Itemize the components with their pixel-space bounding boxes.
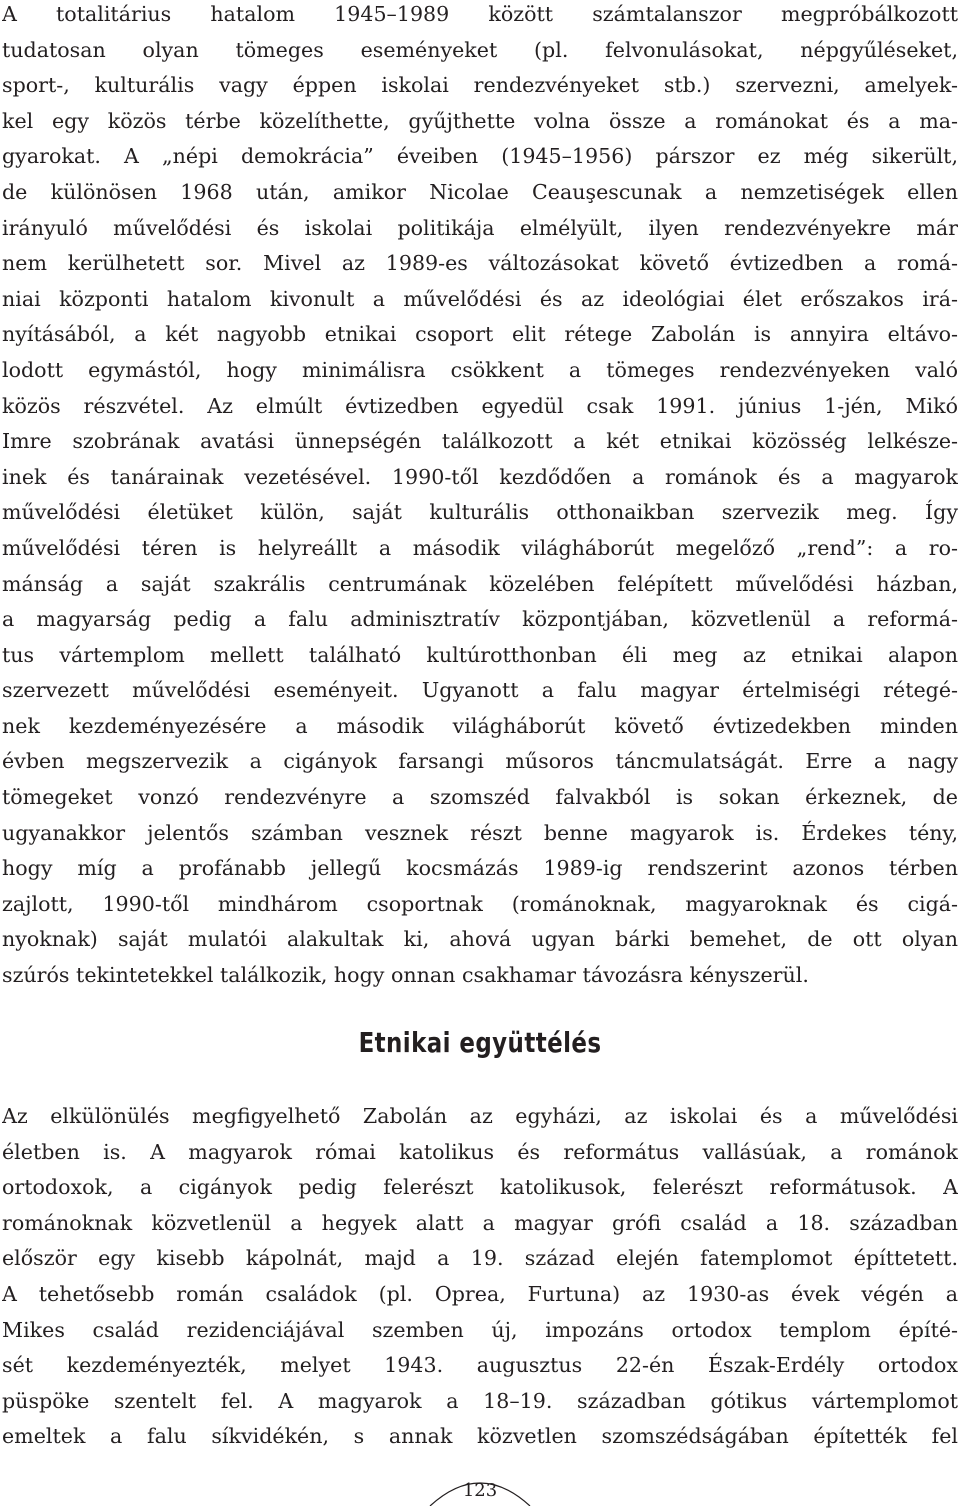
section-heading: Etnikai együttélés — [358, 1026, 602, 1059]
text-line: püspöke szentelt fel. A magyarok a 18–19. században gótikus vártemplomot — [2, 1388, 958, 1413]
text-line: a magyarság pedig a falu adminisztratív központjában, közvetlenül a reformá- — [2, 607, 958, 632]
text-line: A totalitárius hatalom 1945–1989 között számtalanszor megpróbálkozott — [2, 2, 958, 26]
text-line: nem kerülhetett sor. Mivel az 1989-es változásokat követő évtizedben a romá- — [2, 251, 958, 276]
text-line: inek és tanárainak vezetésével. 1990-től kezdődően a románok és a magyarok — [2, 464, 958, 489]
text-line: hogy míg a profánabb jellegű kocsmázás 1989-ig rendszerint azonos térben — [2, 856, 958, 881]
text-line: ortodoxok, a cigányok pedig felerészt katolikusok, felerészt reformátusok. A — [2, 1175, 958, 1200]
text-line: A tehetősebb román családok (pl. Oprea, Furtuna) az 1930-as évek végén a — [2, 1281, 958, 1306]
body-paragraph — [2, 0, 958, 994]
text-line: sét kezdeményezték, melyet 1943. augusztus 22-én Észak-Erdély ortodox — [2, 1353, 958, 1378]
body-paragraph — [2, 1099, 958, 1455]
text-line: nyoknak) saját mulatói alakultak ki, ahová ugyan bárki bemehet, de ott olyan — [2, 927, 958, 952]
page-number-badge — [420, 1468, 540, 1506]
text-line: tömegeket vonzó rendezvényre a szomszéd falvakból is sokan érkeznek, de — [2, 785, 958, 810]
text-line: de különösen 1968 után, amikor Nicolae Ceauşescunak a nemzetiségek ellen — [2, 179, 958, 204]
text-line: gyarokat. A „népi demokrácia” éveiben (1945–1956) párszor ez még sikerült, — [2, 144, 958, 169]
text-line: zajlott, 1990-től mindhárom csoportnak (románoknak, magyaroknak és cigá- — [2, 891, 958, 916]
text-line: románoknak közvetlenül a hegyek alatt a magyar grófi család a 18. században — [2, 1210, 958, 1235]
text-line: életben is. A magyarok római katolikus és református vallásúak, a románok — [2, 1139, 958, 1164]
text-line: szervezett művelődési eseményeit. Ugyanott a falu magyar értelmiségi rétegé- — [2, 678, 958, 703]
text-line: tudatosan olyan tömeges eseményeket (pl. felvonulásokat, népgyűléseket, — [2, 37, 958, 62]
text-line: emeltek a falu síkvidékén, s annak közvetlen szomszédságában építették fel — [2, 1424, 958, 1449]
page-number: 123 — [462, 1480, 498, 1501]
text-line: Az elkülönülés megfigyelhető Zabolán az egyházi, az iskolai és a művelődési — [2, 1104, 958, 1128]
text-line: tus vártemplom mellett található kultúrotthonban éli meg az etnikai alapon — [2, 642, 958, 667]
text-line: művelődési életüket külön, saját kulturális otthonaikban szervezik meg. Így — [2, 500, 958, 525]
text-line: szúrós tekintetekkel találkozik, hogy onnan csakhamar távozásra kényszerül. — [2, 963, 809, 988]
text-line: sport-, kulturális vagy éppen iskolai rendezvényeket stb.) szervezni, amelyek- — [2, 73, 958, 98]
text-line: művelődési téren is helyreállt a második világháborút megelőző „rend”: a ro- — [2, 535, 958, 560]
text-line: közös részvétel. Az elmúlt évtizedben egyedül csak 1991. június 1-jén, Mikó — [2, 393, 958, 418]
text-line: nyításából, a két nagyobb etnikai csoport elit rétege Zabolán is annyira eltávo- — [2, 322, 958, 347]
text-line: mánság a saját szakrális centrumának közelében felépített művelődési házban, — [2, 571, 958, 596]
text-line: először egy kisebb kápolnát, majd a 19. század elején fatemplomot építtetett. — [2, 1246, 958, 1271]
text-line: évben megszervezik a cigányok farsangi műsoros táncmulatságát. Erre a nagy — [2, 749, 958, 774]
text-line: ugyanakkor jelentős számban vesznek részt benne magyarok is. Érdekes tény, — [2, 820, 958, 845]
text-line: niai központi hatalom kivonult a művelődési és az ideológiai élet erőszakos irá- — [2, 286, 958, 311]
text-line: kel egy közös térbe közelíthette, gyűjthette volna össze a románokat és a ma- — [2, 108, 958, 133]
text-line: irányuló művelődési és iskolai politikája elmélyült, ilyen rendezvényekre már — [2, 215, 958, 240]
text-line: lodott egymástól, hogy minimálisra csökkent a tömeges rendezvényeken való — [2, 357, 958, 382]
text-line: Mikes család rezidenciájával szemben új, impozáns ortodox templom építé- — [2, 1317, 958, 1342]
text-line: Imre szobrának avatási ünnepségén találkozott a két etnikai közösség lelkésze- — [2, 429, 958, 454]
text-line: nek kezdeményezésére a második világháborút követő évtizedekben minden — [2, 713, 958, 738]
